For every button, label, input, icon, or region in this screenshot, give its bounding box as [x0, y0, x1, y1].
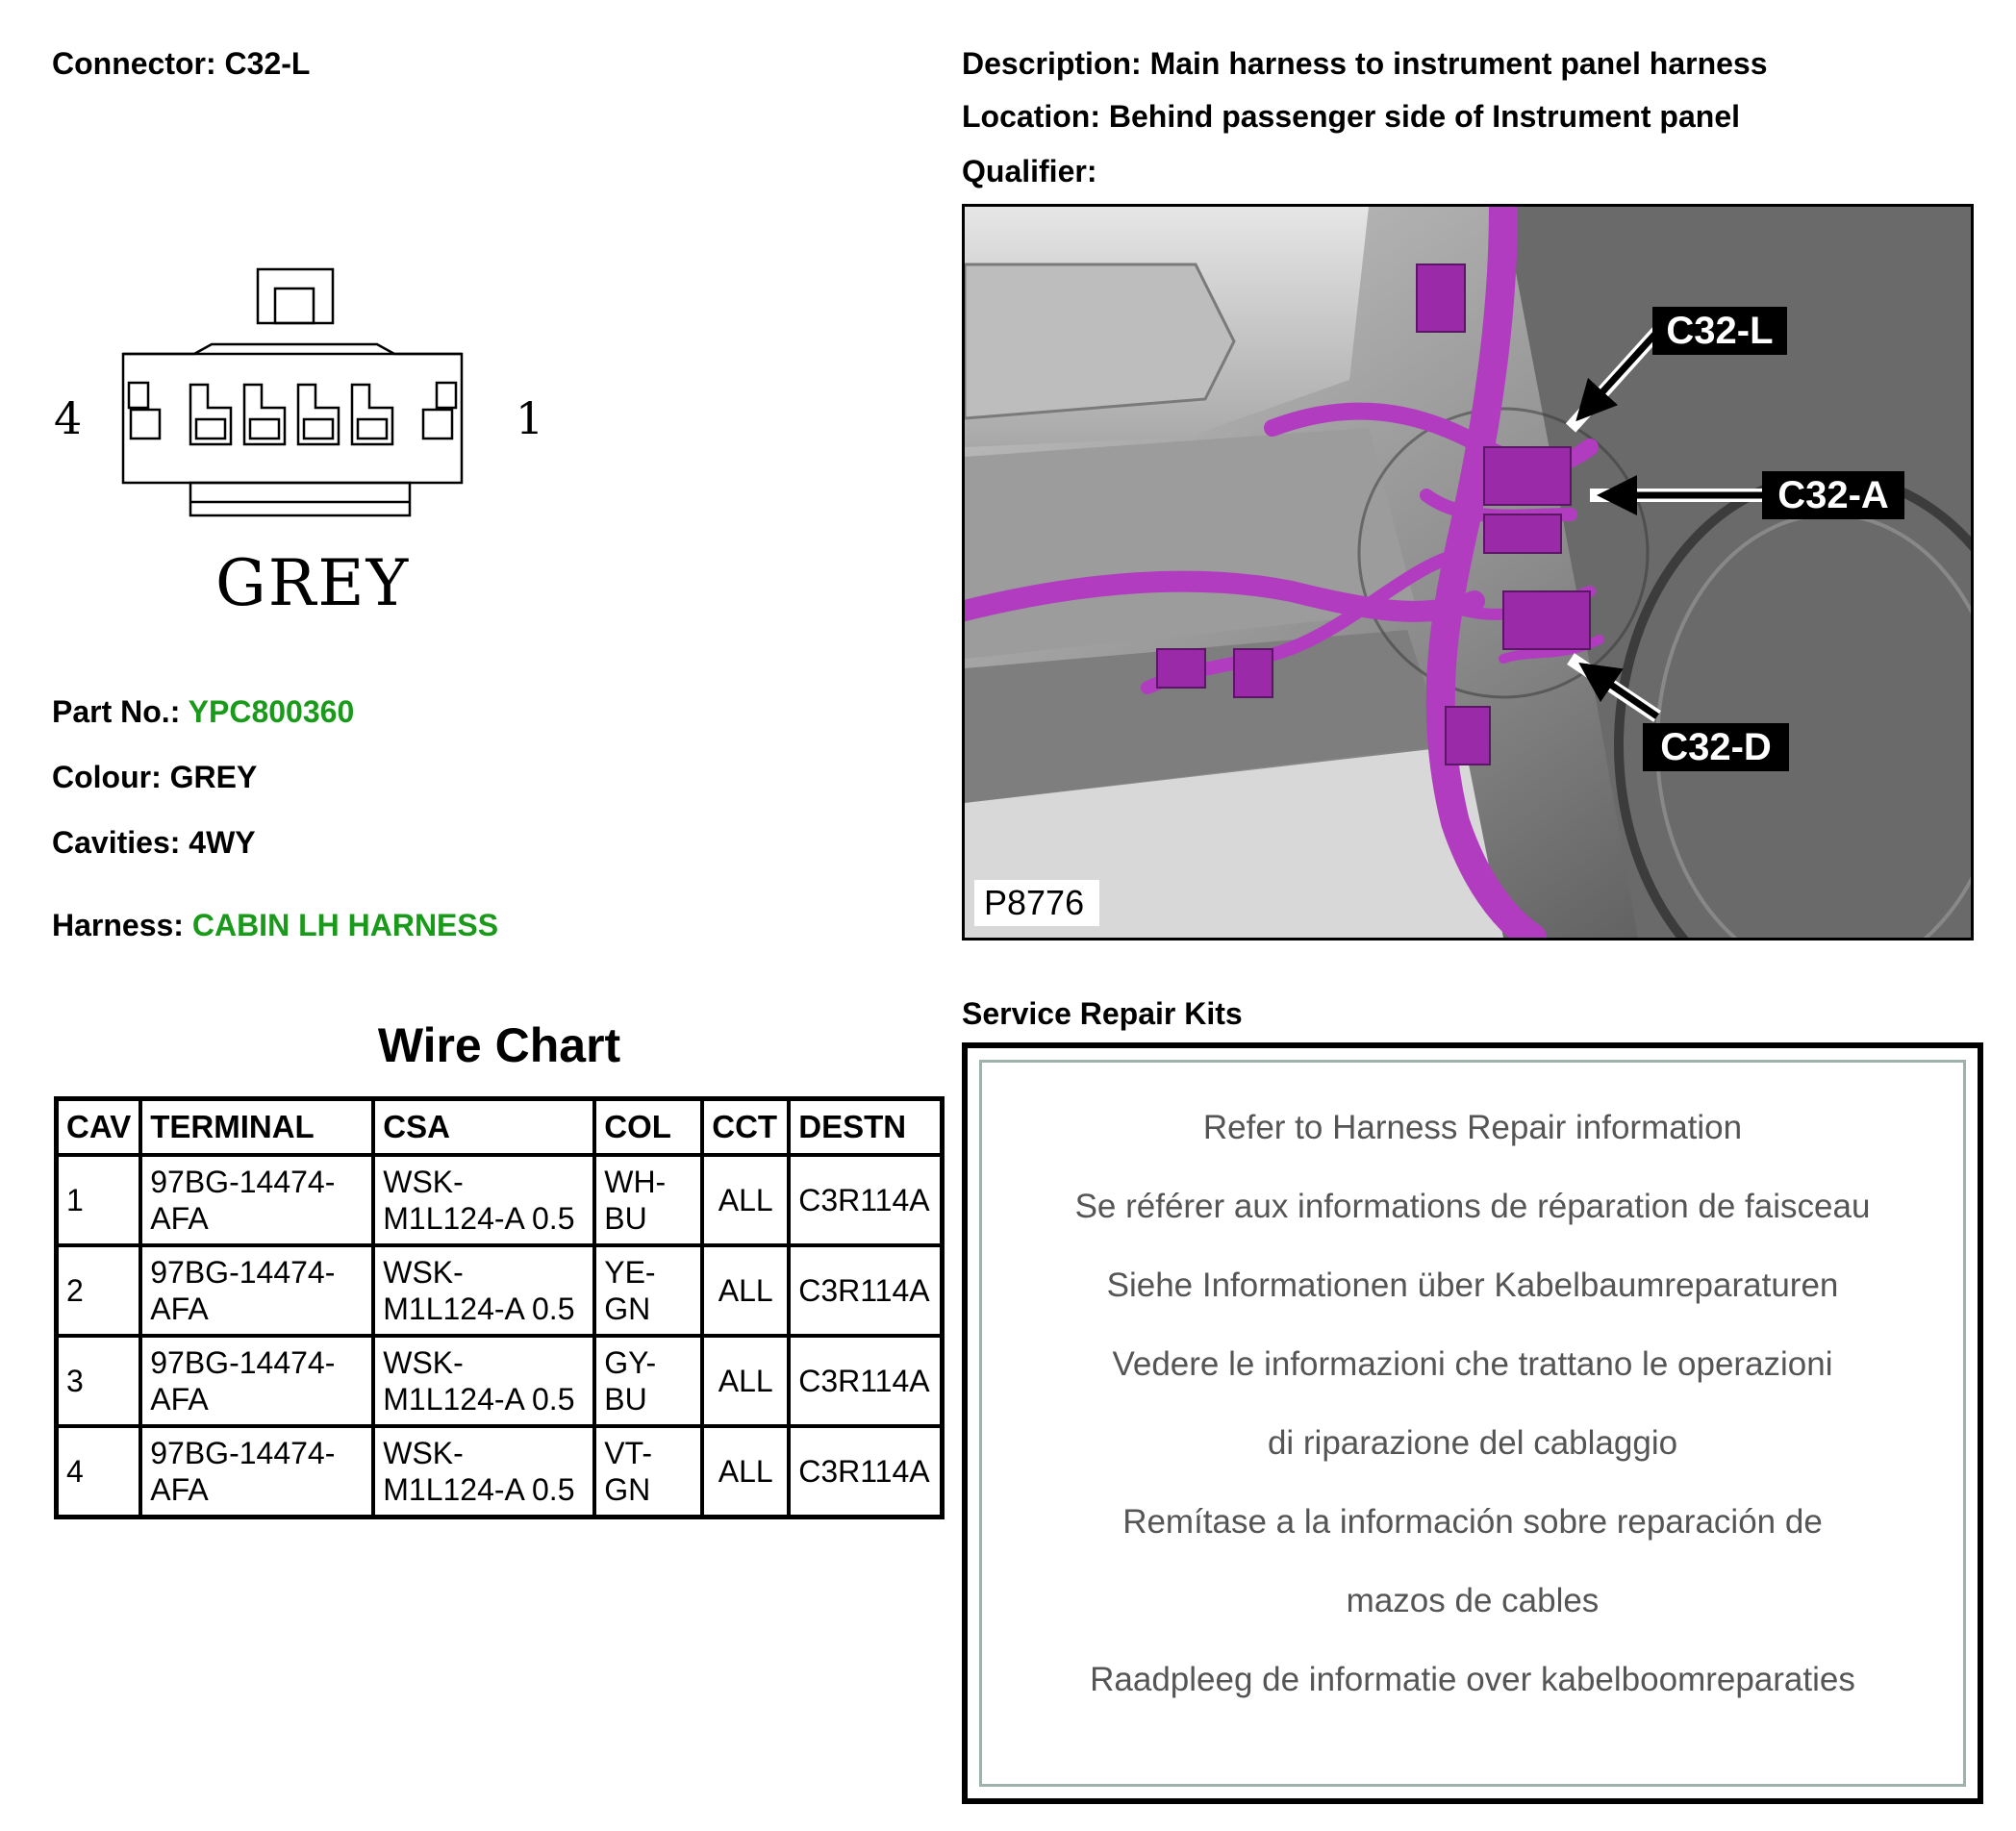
terminal-cell — [140, 1426, 373, 1517]
part-number-line — [52, 694, 354, 730]
col-line-2: GN — [604, 1292, 651, 1326]
col-cell — [594, 1426, 702, 1517]
csa-line-1: WSK- — [383, 1165, 464, 1199]
cavities-label: Cavities: — [52, 825, 181, 860]
csa-cell — [373, 1245, 594, 1336]
header-destn: DESTN — [789, 1099, 942, 1156]
table-row — [57, 1155, 943, 1245]
service-repair-kits-title: Service Repair Kits — [962, 996, 1243, 1031]
terminal-line-2: AFA — [150, 1292, 209, 1326]
terminal-line-1: 97BG-14474- — [150, 1255, 336, 1290]
col-cell — [594, 1245, 702, 1336]
service-repair-kits-box — [962, 1042, 1983, 1804]
terminal-line-2: AFA — [150, 1201, 209, 1236]
terminal-line-1: 97BG-14474- — [150, 1345, 336, 1380]
csa-line-2: M1L124-A 0.5 — [383, 1292, 575, 1326]
location-illustration — [965, 207, 1971, 938]
header-cct: CCT — [702, 1099, 789, 1156]
destn-cell: C3R114A — [789, 1426, 942, 1517]
col-line-1: VT- — [604, 1436, 653, 1470]
harness-label: Harness: — [52, 908, 184, 942]
terminal-cell — [140, 1336, 373, 1426]
cav-cell: 2 — [57, 1245, 141, 1336]
cav-cell: 4 — [57, 1426, 141, 1517]
location-photo — [962, 204, 1974, 941]
header-terminal: TERMINAL — [140, 1099, 373, 1156]
cavities-line — [52, 825, 256, 861]
description-label: Description: — [962, 46, 1142, 81]
kit-line-en: Refer to Harness Repair information — [1202, 1109, 1743, 1146]
kit-line-es-2: mazos de cables — [1346, 1582, 1600, 1619]
terminal-cell — [140, 1155, 373, 1245]
connector-colour-text: GREY — [215, 546, 411, 620]
colour-label: Colour: — [52, 760, 162, 794]
harness-value: CABIN LH HARNESS — [191, 908, 499, 942]
csa-line-2: M1L124-A 0.5 — [383, 1472, 575, 1507]
col-line-1: WH- — [604, 1165, 667, 1199]
destn-cell: C3R114A — [789, 1155, 942, 1245]
service-repair-kits-inner — [979, 1060, 1966, 1787]
location-line — [962, 99, 1740, 135]
kit-line-es-1: Remítase a la información sobre reparación de — [1122, 1503, 1823, 1541]
csa-line-2: M1L124-A 0.5 — [383, 1382, 575, 1417]
header-col: COL — [594, 1099, 702, 1156]
csa-line-1: WSK- — [383, 1345, 464, 1380]
description-line — [962, 46, 1768, 82]
cct-cell: ALL — [702, 1336, 789, 1426]
qualifier-label: Qualifier: — [962, 154, 1097, 188]
csa-line-1: WSK- — [383, 1436, 464, 1470]
terminal-line-1: 97BG-14474- — [150, 1165, 336, 1199]
wire-chart-table — [54, 1096, 945, 1519]
kit-line-nl: Raadpleeg de informatie over kabelboomreparaties — [1090, 1661, 1855, 1698]
col-line-2: BU — [604, 1382, 647, 1417]
pin-number-left: 4 — [54, 392, 83, 444]
location-value: Behind passenger side of Instrument panel — [1108, 99, 1740, 134]
callout-c32-d: C32-D — [1660, 726, 1772, 768]
colour-value: GREY — [169, 760, 258, 794]
col-line-2: BU — [604, 1201, 647, 1236]
kit-line-de: Siehe Informationen über Kabelbaumreparaturen — [1106, 1267, 1839, 1304]
kit-line-it-1: Vedere le informazioni che trattano le operazioni — [1112, 1345, 1833, 1383]
cct-cell: ALL — [702, 1155, 789, 1245]
connector-label: Connector: — [52, 46, 216, 81]
col-line-1: YE- — [604, 1255, 656, 1290]
col-line-1: GY- — [604, 1345, 657, 1380]
terminal-line-2: AFA — [150, 1382, 209, 1417]
header-csa: CSA — [373, 1099, 594, 1156]
terminal-line-2: AFA — [150, 1472, 209, 1507]
csa-line-2: M1L124-A 0.5 — [383, 1201, 575, 1236]
cct-cell: ALL — [702, 1245, 789, 1336]
part-number-label: Part No.: — [52, 694, 181, 729]
kit-line-fr: Se référer aux informations de réparation de faisceau — [1074, 1188, 1871, 1225]
destn-cell: C3R114A — [789, 1245, 942, 1336]
col-cell — [594, 1155, 702, 1245]
kit-line-it-2: di riparazione del cablaggio — [1267, 1424, 1678, 1462]
table-row — [57, 1336, 943, 1426]
connector-value: C32-L — [224, 46, 311, 81]
callout-c32-l: C32-L — [1666, 310, 1774, 352]
header-cav: CAV — [57, 1099, 141, 1156]
destn-cell: C3R114A — [789, 1336, 942, 1426]
table-row — [57, 1426, 943, 1517]
connector-face-diagram — [115, 260, 481, 529]
location-label: Location: — [962, 99, 1100, 134]
qualifier-line — [962, 154, 1096, 189]
terminal-line-1: 97BG-14474- — [150, 1436, 336, 1470]
callout-c32-a: C32-A — [1777, 474, 1889, 516]
col-cell — [594, 1336, 702, 1426]
cav-cell: 3 — [57, 1336, 141, 1426]
cav-cell: 1 — [57, 1155, 141, 1245]
colour-line — [52, 760, 257, 795]
wire-chart-header-row — [57, 1099, 943, 1156]
part-number-value: YPC800360 — [188, 694, 355, 729]
csa-line-1: WSK- — [383, 1255, 464, 1290]
csa-cell — [373, 1336, 594, 1426]
wire-chart-title: Wire Chart — [377, 1018, 621, 1072]
cct-cell: ALL — [702, 1426, 789, 1517]
pin-number-right: 1 — [516, 392, 544, 444]
harness-line — [52, 908, 498, 943]
terminal-cell — [140, 1245, 373, 1336]
table-row — [57, 1245, 943, 1336]
csa-cell — [373, 1155, 594, 1245]
col-line-2: GN — [604, 1472, 651, 1507]
figure-id: P8776 — [984, 883, 1085, 922]
csa-cell — [373, 1426, 594, 1517]
connector-heading — [52, 46, 310, 82]
description-value: Main harness to instrument panel harness — [1149, 46, 1768, 81]
cavities-value: 4WY — [189, 825, 256, 860]
